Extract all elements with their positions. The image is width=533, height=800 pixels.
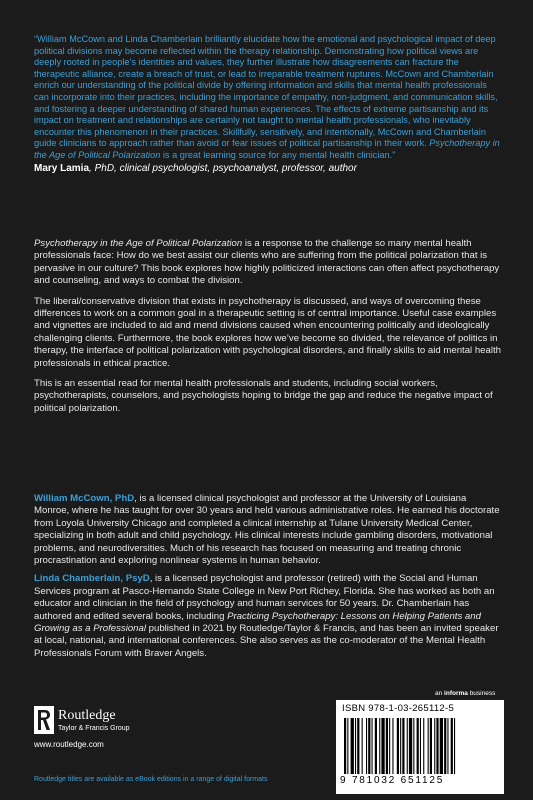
- bio-william-mccown: [34, 493, 504, 567]
- barcode-bar: [397, 718, 399, 774]
- barcode-bar: [357, 718, 359, 774]
- quote-text: “William McCown and Linda Chamberlain brilliantly elucidate how the emotional and psychological impact of deep political divisions may become reflected within the therapy relationship. Demonstrating how political views are deeply rooted in people’s identities and values, they further illustrate how disagreements can fracture the therapeutic alliance, create a breach of trust, or lead to irreparable treatment ruptures. McCown and Chamberlain enrich our understanding of the political divide by offering information and skills that mental health professionals can incorporate into their practices, including the importance of empathy, non-judgment, and communication skills, and fostering a deeper understanding of shared human experiences. The effects of extreme partisanship and its impact on treatment and relationships are certainly not taught to mental health professionals, who inevitably encounter this phenomenon in their practices. Skillfully, sensitively, and intentionally, McCown and Chamberlain guide clinicians to approach rather than avoid or fear issues of political partisanship in their work.: [34, 34, 498, 149]
- barcode-bar: [451, 718, 453, 774]
- bio-text-chamberlain: , is a licensed psychologist and professor (retired) with the Social and Human Services program at Pasco-Hernando State College in New Port Richey, Florida. She has worked as both an educator and clinician in the field of psychology and human services for 50 years. Dr. Chamberlain has authored and edited several books, including: [34, 573, 495, 622]
- description-paragraph-1: [34, 238, 504, 288]
- barcode-bar: [368, 718, 370, 774]
- quote-attribution: [34, 163, 504, 175]
- routledge-logo-icon: [34, 706, 54, 734]
- barcode-icon: [344, 718, 496, 774]
- quote-author: Mary Lamia: [34, 162, 90, 174]
- barcode-bar: [386, 718, 388, 774]
- barcode-bar: [407, 718, 408, 774]
- isbn-label: ISBN 978-1-03-265112-5: [342, 703, 455, 714]
- informa-prefix: an: [435, 690, 445, 697]
- barcode-bar: [389, 718, 390, 774]
- barcode-bar: [372, 718, 373, 774]
- barcode-bar: [423, 718, 424, 774]
- barcode-bar: [375, 718, 377, 774]
- barcode-bar: [447, 718, 448, 774]
- endorsement-quote: [34, 34, 504, 174]
- bio-name-mccown: William McCown, PhD: [34, 493, 135, 504]
- barcode-bar: [454, 718, 455, 774]
- barcode-bar: [366, 718, 367, 774]
- barcode-bar: [344, 718, 346, 774]
- author-bios: [34, 493, 504, 666]
- bio-text-mccown: , is a licensed clinical psychologist and professor at the University of Louisiana Monroe, where he has taught for over 30 years and held various administrative roles. He earned his doctorate from Loyola University Chicago and completed a clinical internship at Tulane University Medical Center, specializing in both adult and child psychology. His clinical interests include gambling disorders, motivational problems, and neurodiversities. Much of his research has focused on measuring and treating chronic procrastination and exploring nonlinear systems in human behavior.: [34, 493, 500, 567]
- barcode-bar: [381, 718, 384, 774]
- book-description: [34, 238, 504, 423]
- barcode-bar: [434, 718, 435, 774]
- barcode-bar: [413, 718, 414, 774]
- informa-business-tag: [435, 690, 495, 697]
- barcode-bar: [392, 718, 393, 774]
- barcode-bar: [402, 718, 404, 774]
- description-book-title: Psychotherapy in the Age of Political Polarization: [34, 238, 243, 249]
- bio-name-chamberlain: Linda Chamberlain, PsyD: [34, 573, 150, 585]
- publisher-logo: [34, 706, 184, 736]
- informa-suffix: business: [467, 690, 496, 697]
- barcode-bar: [379, 718, 380, 774]
- bio-book-title: Practicing Psychotherapy: Lessons on Helping Patients and Growing as a Professional: [34, 610, 481, 635]
- barcode-bar: [362, 718, 363, 774]
- barcode-bar: [355, 718, 356, 774]
- publisher-name: Routledge: [58, 708, 116, 723]
- ebook-note: Routledge titles are available as eBook editions in a range of digital formats: [34, 776, 268, 783]
- barcode-bar: [440, 718, 443, 774]
- quote-text-end: is a great learning source for any mental health clinician.”: [160, 149, 396, 160]
- barcode-digits: 9 781032 651125: [340, 775, 445, 786]
- barcode-bar: [400, 718, 401, 774]
- barcode-bar: [417, 718, 419, 774]
- barcode-bar: [436, 718, 438, 774]
- quote-book-title: Psychotherapy in the Age of Political Polarization: [34, 138, 500, 160]
- bio-linda-chamberlain: [34, 573, 504, 660]
- description-paragraph-2: The liberal/conservative division that exists in psychotherapy is discussed, and ways of overcoming these differences to work on a common goal in a therapeutic setting is of central importance. Useful case examples and vignettes are included to aid and mend divisions caused when encountering politically and ideologically challenging clients. Furthermore, the book explores how we’ve become so divided, the relevance of politics in therapy, the interface of political polarization with psychological disorders, and finally skills to aid mental health professionals in ethical practice.: [34, 295, 501, 369]
- barcode-bar: [420, 718, 421, 774]
- barcode-bar: [347, 718, 348, 774]
- publisher-subtitle: Taylor & Francis Group: [58, 725, 130, 732]
- description-paragraph-3: This is an essential read for mental health professionals and students, including social workers, psychotherapists, counselors, and psychologists hoping to bridge the gap and reduce the negative impact of political polarization.: [34, 378, 493, 414]
- barcode-bar: [444, 718, 446, 774]
- informa-brand: informa: [444, 690, 468, 697]
- isbn-barcode: [336, 700, 504, 794]
- description-p1-text: is a response to the challenge so many mental health professionals face: How do we best assist our clients who are suffering from the political polarization that is pervasive in our culture? This book explores how highly politicized interactions can often affect psychotherapy and counseling, and ways to combat the division.: [34, 238, 500, 287]
- barcode-bar: [409, 718, 412, 774]
- quote-author-credentials: , PhD, clinical psychologist, psychoanalyst, professor, author: [89, 162, 357, 174]
- publisher-url: www.routledge.com: [34, 740, 104, 749]
- barcode-bar: [428, 718, 429, 774]
- barcode-bar: [351, 718, 354, 774]
- bio-text-chamberlain-end: published in 2021 by Routledge/Taylor & Francis, and has been an invited speaker at local, national, and international conferences. She also serves as the co-moderator of the Mental Health Professionals Forum with Braver Angels.: [34, 623, 499, 659]
- barcode-bar: [430, 718, 432, 774]
